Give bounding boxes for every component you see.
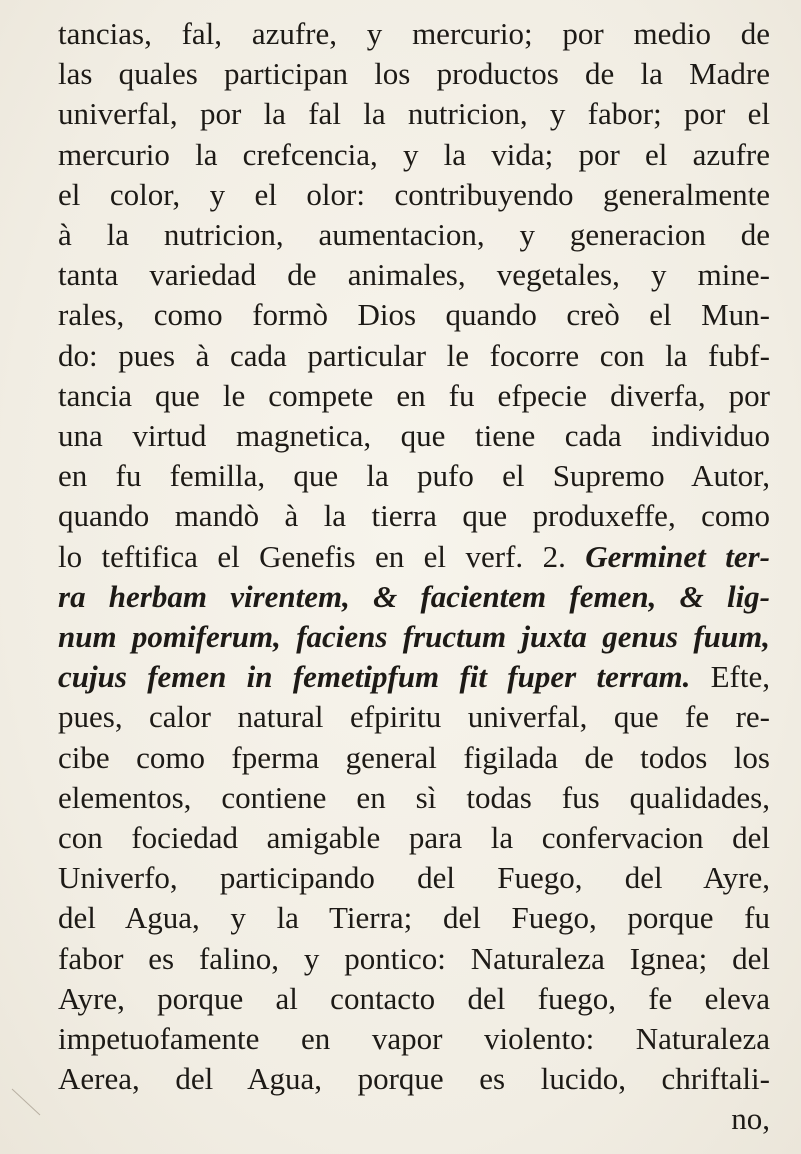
text-line: Univerfo, participando del Fuego, del Ayre, — [58, 860, 770, 896]
page-corner-mark — [10, 1085, 46, 1121]
text-line: pues, calor natural efpiritu univerfal, que fe re- — [58, 699, 770, 735]
text-line: en fu femilla, que la pufo el Supremo Autor, — [58, 458, 770, 494]
text-line: cibe como fperma general figilada de todos los — [58, 739, 770, 775]
text-line: una virtud magnetica, que tiene cada individuo — [58, 418, 770, 453]
text-line: tanta variedad de animales, vegetales, y mine- — [58, 257, 770, 293]
text-line: no, — [731, 1101, 770, 1137]
text-line: tancias, fal, azufre, y mercurio; por medio de — [58, 16, 770, 51]
italic-span: Germinet ter- — [585, 538, 770, 574]
text-line: do: pues à cada particular le focorre con la fubf- — [58, 337, 770, 373]
text-line: elementos, contiene en sì todas fus qualidades, — [58, 779, 770, 815]
text-line: con fociedad amigable para la confervacion del — [58, 820, 770, 855]
roman-span: Efte, — [710, 659, 770, 695]
text-line — [58, 537, 770, 577]
text-line: del Agua, y la Tierra; del Fuego, porque fu — [58, 900, 770, 936]
italic-span: cujus femen in femetipfum fit fuper terram. — [58, 659, 711, 695]
text-line: tancia que le compete en fu efpecie diverfa, por — [58, 377, 770, 413]
roman-span: lo teftifica el Genefis en el verf. 2. — [58, 538, 586, 574]
text-line: mercurio la crefcencia, y la vida; por el azufre — [58, 136, 770, 172]
text-line: fabor es falino, y pontico: Naturaleza Ignea; del — [58, 940, 770, 976]
text-line: à la nutricion, aumentacion, y generacion de — [58, 217, 770, 252]
text-line: las quales participan los productos de la Madre — [58, 56, 770, 92]
text-line: quando mandò à la tierra que produxeffe, como — [58, 498, 770, 534]
text-line: ra herbam virentem, & facientem femen, & lig- — [58, 578, 770, 614]
text-line: Ayre, porque al contacto del fuego, fe eleva — [58, 980, 770, 1016]
text-line: univerfal, por la fal la nutricion, y fabor; por el — [58, 96, 770, 132]
text-line — [58, 657, 770, 697]
text-line: impetuofamente en vapor violento: Naturaleza — [58, 1021, 770, 1056]
text-line: Aerea, del Agua, porque es lucido, chriftali- — [58, 1061, 770, 1097]
text-line: rales, como formò Dios quando creò el Mun- — [58, 297, 770, 333]
text-line: num pomiferum, faciens fructum juxta genus fuum, — [58, 619, 770, 654]
text-line: el color, y el olor: contribuyendo generalmente — [58, 176, 770, 212]
